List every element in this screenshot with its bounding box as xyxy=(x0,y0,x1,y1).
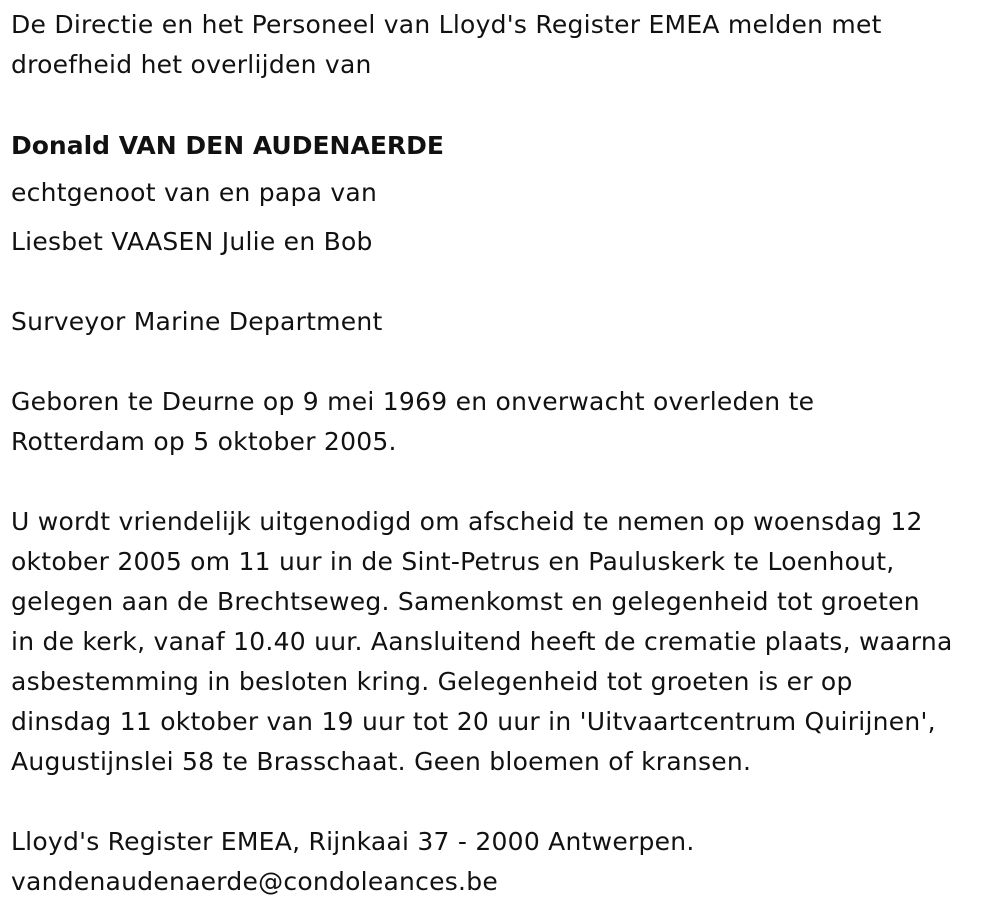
ceremony-line-2: oktober 2005 om 11 uur in de Sint-Petrus en Pauluskerk te Loenhout, xyxy=(11,547,895,576)
family-line-2: Liesbet VAASEN Julie en Bob xyxy=(11,227,373,256)
deceased-name: Donald VAN DEN AUDENAERDE xyxy=(11,131,444,160)
ceremony-line-7: Augustijnslei 58 te Brasschaat. Geen bloemen of kransen. xyxy=(11,747,752,776)
intro-line-2: droefheid het overlijden van xyxy=(11,50,372,79)
birth-death-line-2: Rotterdam op 5 oktober 2005. xyxy=(11,427,397,456)
intro-line-1: De Directie en het Personeel van Lloyd's Register EMEA melden met xyxy=(11,10,882,39)
ceremony-line-6: dinsdag 11 oktober van 19 uur tot 20 uur in 'Uitvaartcentrum Quirijnen', xyxy=(11,707,936,736)
ceremony-line-5: asbestemming in besloten kring. Gelegenheid tot groeten is er op xyxy=(11,667,853,696)
contact-email: vandenaudenaerde@condoleances.be xyxy=(11,867,498,896)
ceremony-line-3: gelegen aan de Brechtseweg. Samenkomst en gelegenheid tot groeten xyxy=(11,587,920,616)
job-title: Surveyor Marine Department xyxy=(11,307,383,336)
ceremony-line-4: in de kerk, vanaf 10.40 uur. Aansluitend heeft de crematie plaats, waarna xyxy=(11,627,953,656)
contact-address: Lloyd's Register EMEA, Rijnkaai 37 - 2000 Antwerpen. xyxy=(11,827,695,856)
family-line-1: echtgenoot van en papa van xyxy=(11,178,378,207)
birth-death-line-1: Geboren te Deurne op 9 mei 1969 en onverwacht overleden te xyxy=(11,387,815,416)
ceremony-line-1: U wordt vriendelijk uitgenodigd om afscheid te nemen op woensdag 12 xyxy=(11,507,923,536)
